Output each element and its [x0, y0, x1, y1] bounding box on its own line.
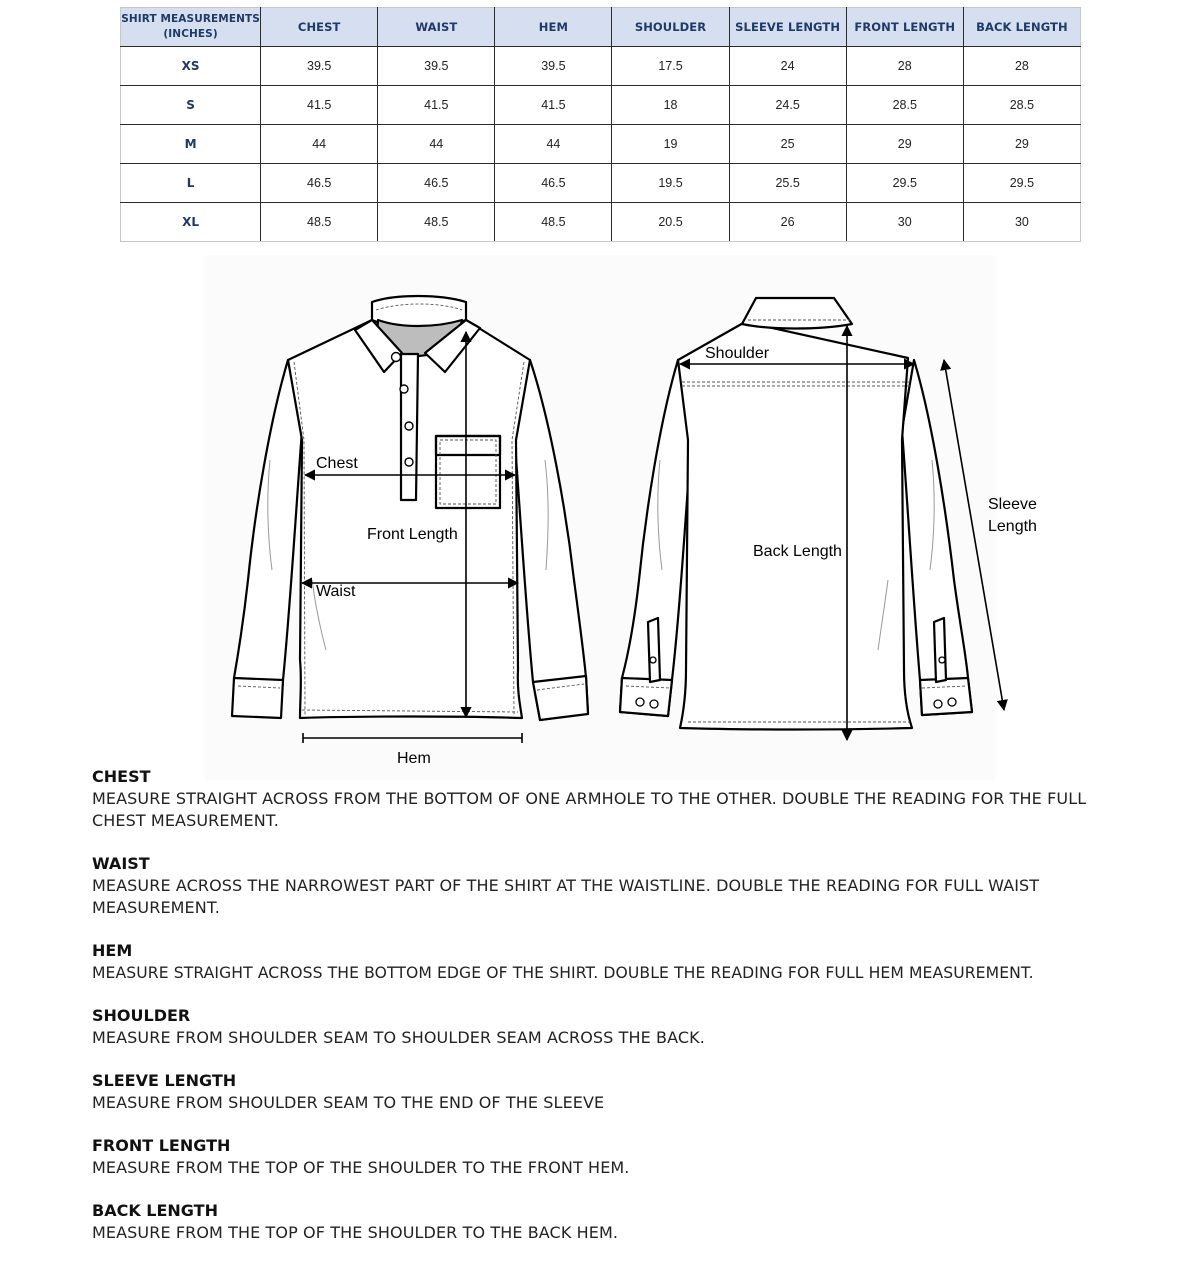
size-chart-table	[120, 7, 1081, 242]
guide-title: WAIST	[92, 854, 150, 873]
size-cell: XL	[121, 203, 261, 242]
guide-text: MEASURE FROM SHOULDER SEAM TO THE END OF THE SLEEVE	[92, 1093, 605, 1112]
guide-text: MEASURE FROM THE TOP OF THE SHOULDER TO THE BACK HEM.	[92, 1223, 619, 1242]
guide-title: HEM	[92, 941, 133, 960]
table-cell: 39.5	[495, 47, 612, 86]
table-cell: 25.5	[729, 164, 846, 203]
table-cell: 28.5	[846, 86, 963, 125]
table-cell: 24.5	[729, 86, 846, 125]
table-cell: 44	[495, 125, 612, 164]
guide-title: CHEST	[92, 767, 151, 786]
waist-label: Waist	[316, 583, 356, 600]
table-cell: 41.5	[261, 86, 378, 125]
guide-title: SLEEVE LENGTH	[92, 1071, 237, 1090]
guide-title: FRONT LENGTH	[92, 1136, 231, 1155]
guide-item-sleeve-length	[92, 1070, 1092, 1114]
header-chest: CHEST	[261, 8, 378, 47]
table-row	[121, 164, 1081, 203]
table-cell: 48.5	[495, 203, 612, 242]
table-cell: 29.5	[846, 164, 963, 203]
guide-item-hem	[92, 940, 1092, 984]
table-cell: 29.5	[963, 164, 1080, 203]
table-cell: 41.5	[378, 86, 495, 125]
table-row	[121, 86, 1081, 125]
size-cell: M	[121, 125, 261, 164]
guide-title: BACK LENGTH	[92, 1201, 218, 1220]
table-cell: 48.5	[261, 203, 378, 242]
hem-label: Hem	[397, 750, 431, 767]
table-cell: 39.5	[378, 47, 495, 86]
size-cell: L	[121, 164, 261, 203]
table-cell: 39.5	[261, 47, 378, 86]
guide-item-shoulder	[92, 1005, 1092, 1049]
table-cell: 46.5	[261, 164, 378, 203]
measuring-guide	[92, 766, 1092, 1265]
guide-text: MEASURE ACROSS THE NARROWEST PART OF THE SHIRT AT THE WAISTLINE. DOUBLE THE READING FOR FULL WAIST MEASUREMENT.	[92, 876, 1040, 917]
back-length-label: Back Length	[753, 543, 842, 560]
table-cell: 28	[846, 47, 963, 86]
guide-text: MEASURE STRAIGHT ACROSS THE BOTTOM EDGE OF THE SHIRT. DOUBLE THE READING FOR FULL HEM MEASUREMENT.	[92, 964, 1034, 982]
table-cell: 19.5	[612, 164, 729, 203]
table-cell: 29	[846, 125, 963, 164]
table-cell: 41.5	[495, 86, 612, 125]
sleeve-length-label: Sleeve Length	[988, 496, 1037, 535]
shirt-measurement-diagram	[0, 250, 1200, 780]
header-sleeve-length: SLEEVE LENGTH	[729, 8, 846, 47]
size-cell: S	[121, 86, 261, 125]
guide-item-front-length	[92, 1135, 1092, 1179]
table-cell: 17.5	[612, 47, 729, 86]
header-front-length: FRONT LENGTH	[846, 8, 963, 47]
guide-text: MEASURE STRAIGHT ACROSS FROM THE BOTTOM OF ONE ARMHOLE TO THE OTHER. DOUBLE THE READING FOR THE FULL CHEST MEASUREMENT.	[92, 789, 1087, 830]
guide-item-chest	[92, 766, 1092, 832]
front-length-label: Front Length	[367, 526, 458, 543]
table-row	[121, 125, 1081, 164]
table-cell: 46.5	[378, 164, 495, 203]
table-cell: 28.5	[963, 86, 1080, 125]
header-back-length: BACK LENGTH	[963, 8, 1080, 47]
table-header-row	[121, 8, 1081, 47]
table-cell: 24	[729, 47, 846, 86]
table-cell: 30	[846, 203, 963, 242]
table-cell: 26	[729, 203, 846, 242]
table-cell: 18	[612, 86, 729, 125]
table-cell: 25	[729, 125, 846, 164]
header-waist: WAIST	[378, 8, 495, 47]
table-cell: 44	[261, 125, 378, 164]
table-cell: 44	[378, 125, 495, 164]
guide-item-back-length	[92, 1200, 1092, 1244]
table-row	[121, 47, 1081, 86]
table-cell: 48.5	[378, 203, 495, 242]
guide-title: SHOULDER	[92, 1006, 191, 1025]
guide-item-waist	[92, 853, 1092, 919]
guide-text: MEASURE FROM THE TOP OF THE SHOULDER TO THE FRONT HEM.	[92, 1158, 630, 1177]
table-cell: 29	[963, 125, 1080, 164]
chest-label: Chest	[316, 455, 358, 472]
table-cell: 30	[963, 203, 1080, 242]
header-shoulder: SHOULDER	[612, 8, 729, 47]
table-cell: 46.5	[495, 164, 612, 203]
table-cell: 28	[963, 47, 1080, 86]
header-hem: HEM	[495, 8, 612, 47]
shoulder-label: Shoulder	[705, 345, 770, 362]
guide-text: MEASURE FROM SHOULDER SEAM TO SHOULDER SEAM ACROSS THE BACK.	[92, 1028, 705, 1047]
table-cell: 19	[612, 125, 729, 164]
header-shirt-measurements: SHIRT MEASUREMENTS (INCHES)	[121, 8, 261, 47]
table-row	[121, 203, 1081, 242]
table-cell: 20.5	[612, 203, 729, 242]
size-cell: XS	[121, 47, 261, 86]
